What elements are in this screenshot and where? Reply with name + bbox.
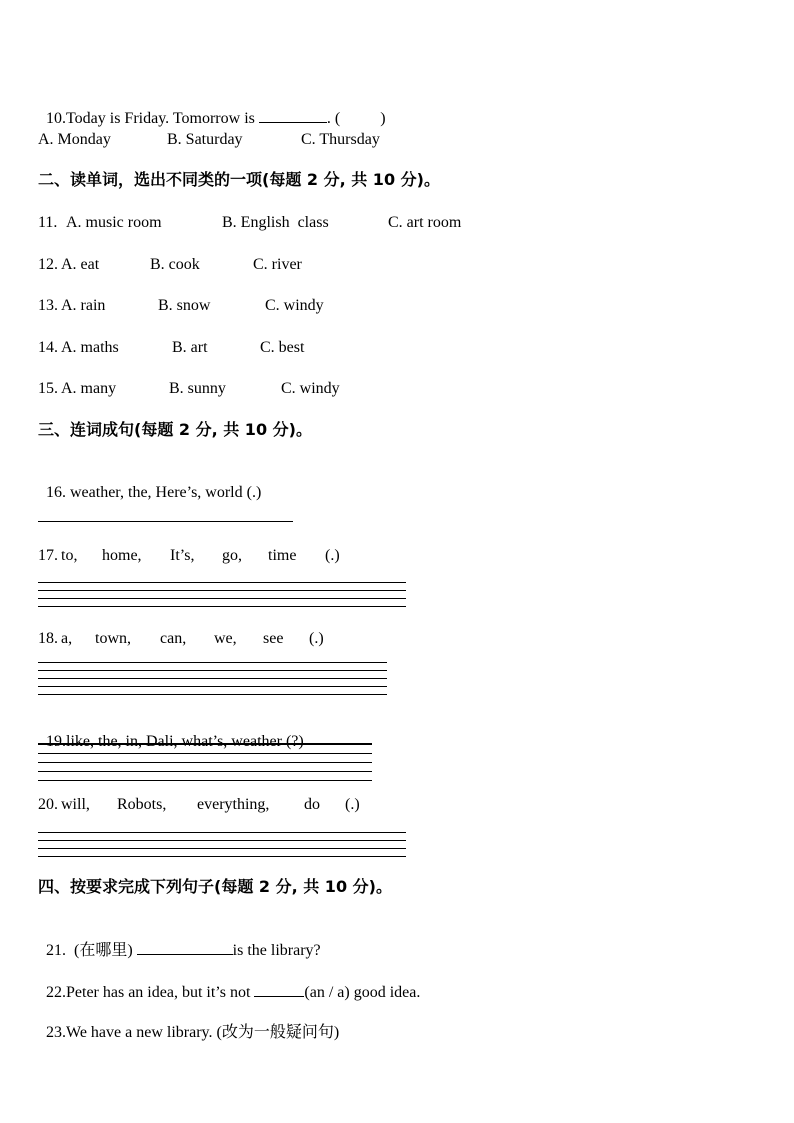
option-b[interactable]: B. art	[172, 339, 208, 356]
option-a[interactable]: A. music room	[66, 214, 162, 231]
question-21	[38, 920, 321, 961]
scrambled-word: we,	[214, 630, 237, 647]
answer-line[interactable]	[38, 694, 387, 695]
question-12-number: 12.	[38, 256, 58, 273]
question-20-number: 20.	[38, 796, 58, 813]
scrambled-word: (.)	[309, 630, 324, 647]
question-text: is the library?	[232, 942, 321, 959]
answer-line[interactable]	[38, 743, 372, 745]
answer-line[interactable]	[38, 582, 406, 583]
question-text: Peter has an idea, but it’s not	[66, 984, 255, 1001]
scrambled-word: (.)	[325, 547, 340, 564]
option-a[interactable]: A. maths	[61, 339, 119, 356]
question-text: Today is Friday. Tomorrow is	[66, 110, 259, 127]
answer-line[interactable]	[38, 848, 406, 849]
scrambled-word: go,	[222, 547, 242, 564]
answer-line[interactable]	[38, 840, 406, 841]
instruction: (改为一般疑问句)	[216, 1024, 340, 1041]
question-number: 21.	[46, 942, 66, 959]
scrambled-word: do	[304, 796, 320, 813]
question-text: We have a new library.	[66, 1024, 217, 1041]
option-a[interactable]: A. many	[61, 380, 117, 397]
section-2-title: 二、读单词，选出不同类的一项(每题 2 分, 共 10 分)。	[38, 170, 440, 189]
option-c[interactable]: C. art room	[388, 214, 462, 231]
question-text-tail: (an / a) good idea.	[304, 984, 421, 1001]
answer-line[interactable]	[38, 521, 293, 522]
answer-line[interactable]	[38, 856, 406, 857]
question-number: 22.	[46, 984, 66, 1001]
question-number: 19.	[46, 733, 66, 750]
question-number: 10.	[46, 110, 66, 127]
answer-line[interactable]	[38, 686, 387, 687]
scrambled-word: see	[263, 630, 284, 647]
answer-line[interactable]	[38, 662, 387, 663]
option-a[interactable]: A. Monday	[38, 131, 111, 148]
option-c[interactable]: C. best	[260, 339, 305, 356]
answer-line[interactable]	[38, 590, 406, 591]
option-b[interactable]: B. snow	[158, 297, 211, 314]
answer-blank[interactable]	[254, 982, 304, 997]
question-17-number: 17.	[38, 547, 58, 564]
answer-line[interactable]	[38, 598, 406, 599]
option-b[interactable]: B. Saturday	[167, 131, 243, 148]
close-paren: )	[380, 110, 386, 127]
scrambled-word: can,	[160, 630, 187, 647]
scrambled-word: It’s,	[170, 547, 195, 564]
answer-blank[interactable]	[259, 108, 327, 123]
option-c[interactable]: C. Thursday	[301, 131, 380, 148]
question-23	[38, 1003, 339, 1043]
option-c[interactable]: C. windy	[265, 297, 324, 314]
question-14-number: 14.	[38, 339, 58, 356]
answer-line[interactable]	[38, 780, 372, 781]
option-b[interactable]: B. English class	[222, 214, 329, 231]
option-a[interactable]: A. rain	[61, 297, 106, 314]
scrambled-words: weather, the, Here’s, world (.)	[70, 484, 262, 501]
answer-line[interactable]	[38, 762, 372, 763]
scrambled-word: everything,	[197, 796, 270, 813]
question-11-number: 11.	[38, 214, 58, 231]
answer-line[interactable]	[38, 753, 372, 754]
scrambled-word: a,	[61, 630, 73, 647]
answer-line[interactable]	[38, 606, 406, 607]
section-4-title: 四、按要求完成下列句子(每题 2 分, 共 10 分)。	[38, 877, 392, 896]
scrambled-word: (.)	[345, 796, 360, 813]
option-c[interactable]: C. windy	[281, 380, 340, 397]
question-19	[38, 712, 304, 752]
answer-line[interactable]	[38, 678, 387, 679]
hint: (在哪里)	[74, 942, 133, 959]
scrambled-word: town,	[95, 630, 131, 647]
question-10	[38, 88, 386, 129]
section-3-title: 三、连词成句(每题 2 分, 共 10 分)。	[38, 420, 312, 439]
question-number: 16.	[46, 484, 66, 501]
answer-line[interactable]	[38, 832, 406, 833]
scrambled-words: like, the, in, Dali, what’s, weather (?)	[66, 733, 304, 750]
answer-line[interactable]	[38, 771, 372, 772]
scrambled-word: will,	[61, 796, 90, 813]
question-15-number: 15.	[38, 380, 58, 397]
answer-line[interactable]	[38, 670, 387, 671]
question-13-number: 13.	[38, 297, 58, 314]
scrambled-word: Robots,	[117, 796, 167, 813]
option-a[interactable]: A. eat	[61, 256, 100, 273]
option-b[interactable]: B. sunny	[169, 380, 226, 397]
question-number: 23.	[46, 1024, 66, 1041]
question-22	[38, 962, 420, 1003]
option-b[interactable]: B. cook	[150, 256, 200, 273]
scrambled-word: to,	[61, 547, 78, 564]
answer-blank[interactable]	[137, 940, 233, 955]
scrambled-word: home,	[102, 547, 142, 564]
question-16	[38, 463, 261, 503]
option-c[interactable]: C. river	[253, 256, 302, 273]
question-text-tail: . (	[326, 110, 341, 127]
scrambled-word: time	[268, 547, 297, 564]
question-18-number: 18.	[38, 630, 58, 647]
